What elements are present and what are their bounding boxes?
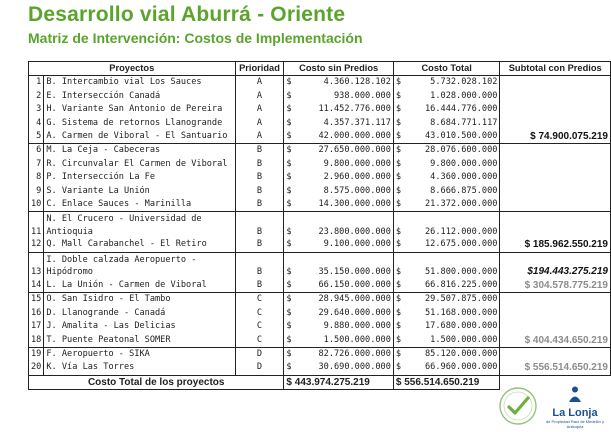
amount: 14.300.000.000 [318,199,391,210]
cost-total [393,238,500,252]
money-value [396,348,498,361]
table-row [29,90,611,103]
money-value [396,307,498,320]
money-value [286,158,390,171]
totals-cost-without-land: $ 443.974.275.219 [284,375,393,389]
cost-total [393,117,500,130]
project-name: K. Vía Las Torres [44,361,235,375]
amount: 9.100.000.000 [323,239,391,250]
cost-total [393,158,500,171]
amount: 66.816.225.000 [425,279,498,290]
amount: 21.372.000.000 [425,199,498,210]
amount: 1.500.000.000 [430,334,498,345]
table-row [29,212,611,239]
table-row [29,76,611,90]
project-name: O. San Isidro - El Tambo [44,293,235,307]
cost-without-land [284,320,393,333]
priority: B [235,252,284,279]
row-number: 16 [29,307,44,320]
amount: 1.028.000.000 [430,90,498,101]
amount: 28.076.600.000 [425,145,498,156]
currency-symbol: $ [286,334,292,345]
row-number: 20 [29,361,44,375]
currency-symbol: $ [286,294,292,305]
amount: 42.000.000.000 [318,131,391,142]
project-name: G. Sistema de retornos Llanogrande [44,117,235,130]
money-value [286,198,390,211]
table-row [29,144,611,158]
row-number: 4 [29,117,44,130]
currency-symbol: $ [286,348,292,359]
row-number: 5 [29,130,44,144]
cost-total [393,361,500,375]
amount: 16.444.776.000 [425,104,498,115]
money-value [396,226,498,239]
currency-symbol: $ [395,226,402,237]
project-name: D. Llanogrande - Canadá [44,307,235,320]
amount: 17.680.000.000 [425,321,498,332]
amount: 29.507.875.000 [425,294,498,305]
money-value [286,348,390,361]
currency-symbol: $ [286,77,292,88]
currency-symbol: $ [395,294,402,305]
priority: D [235,347,284,361]
money-value [396,361,498,374]
amount: 9.880.000.000 [323,321,391,332]
priority: B [235,144,284,158]
money-value [396,334,498,347]
page-subtitle: Matriz de Intervención: Costos de Implementación [28,30,363,46]
cost-without-land [284,361,393,375]
table-row [29,171,611,184]
cost-total [393,185,500,198]
cost-without-land [284,117,393,130]
amount: 4.360.128.102 [323,77,391,88]
priority: A [235,76,284,90]
amount: 12.675.000.000 [425,239,498,250]
money-value [396,76,498,89]
currency-symbol: $ [395,307,402,318]
amount: 26.112.000.000 [425,226,498,237]
subtotal-cell [500,212,611,239]
priority: C [235,307,284,320]
subtotal-cell [500,307,611,320]
money-value [396,238,498,251]
cost-matrix-table [28,61,611,390]
amount: 27.650.000.000 [318,145,391,156]
row-number: 2 [29,90,44,103]
money-value [396,130,498,143]
money-value [396,144,498,157]
subtotal-cell [500,117,611,130]
row-number: 7 [29,158,44,171]
priority: C [235,320,284,333]
currency-symbol: $ [395,185,402,196]
currency-symbol: $ [395,158,402,169]
currency-symbol: $ [286,117,292,128]
money-value [286,144,390,157]
cost-total [393,144,500,158]
page-title: Desarrollo vial Aburrá - Oriente [28,3,346,26]
currency-symbol: $ [395,279,402,290]
row-number: 9 [29,185,44,198]
priority: B [235,238,284,252]
amount: 1.500.000.000 [323,334,391,345]
currency-symbol: $ [395,172,402,183]
table-row [29,252,611,279]
money-value [286,76,390,89]
priority: A [235,130,284,144]
brand-tagline: de Propiedad Raíz de Medellín y Antioquia [545,419,605,429]
table-row [29,320,611,333]
money-value [286,171,390,184]
amount: 43.010.500.000 [425,131,498,142]
priority: C [235,334,284,348]
project-name: S. Variante La Unión [44,185,235,198]
cost-without-land [284,76,393,90]
col-header-costo-total: Costo Total [393,62,500,76]
table-row [29,293,611,307]
money-value [286,185,390,198]
cost-total [393,252,500,279]
money-value [396,117,498,130]
row-number: 18 [29,334,44,348]
money-value [286,90,390,103]
currency-symbol: $ [286,104,292,115]
currency-symbol: $ [395,131,402,142]
subtotal-cell [500,90,611,103]
amount: 51.168.000.000 [425,307,498,318]
subtotal-cell [500,144,611,158]
currency-symbol: $ [395,362,402,373]
priority: B [235,158,284,171]
project-name: T. Puente Peatonal SOMER [44,334,235,348]
currency-symbol: $ [286,90,292,101]
row-number: 1 [29,76,44,90]
project-name: N. El Crucero - Universidad de Antioquia [44,212,235,239]
row-number: 15 [29,293,44,307]
table-row [29,198,611,212]
cost-without-land [284,307,393,320]
priority: A [235,90,284,103]
currency-symbol: $ [395,334,402,345]
currency-symbol: $ [395,90,402,101]
amount: 23.800.000.000 [318,226,391,237]
currency-symbol: $ [286,307,292,318]
subtotal-cell [500,293,611,307]
amount: 66.960.000.000 [425,362,498,373]
subtotal-cell [500,171,611,184]
table-row [29,238,611,252]
currency-symbol: $ [286,321,292,332]
money-value [286,307,390,320]
row-number: 13 [29,252,44,279]
amount: 51.800.000.000 [425,267,498,278]
money-value [286,226,390,239]
money-value [286,361,390,374]
money-value [286,266,390,279]
priority: B [235,198,284,212]
cost-without-land [284,130,393,144]
money-value [286,117,390,130]
cost-total [393,90,500,103]
cost-total [393,103,500,116]
amount: 8.684.771.117 [430,117,498,128]
currency-symbol: $ [286,145,292,156]
subtotal-cell: $194.443.275.219 [500,252,611,279]
table-row [29,158,611,171]
subtotal-cell [500,103,611,116]
currency-symbol: $ [286,172,292,183]
amount: 82.726.000.000 [318,348,391,359]
currency-symbol: $ [286,239,292,250]
project-name: F. Aeropuerto - SIKA [44,347,235,361]
money-value [396,171,498,184]
amount: 8.666.875.000 [430,185,498,196]
cost-total [393,171,500,184]
cost-without-land [284,347,393,361]
subtotal-cell [500,76,611,90]
project-name: Q. Mall Carabanchel - El Retiro [44,238,235,252]
money-value [396,103,498,116]
priority: B [235,171,284,184]
totals-cost-total: $ 556.514.650.219 [393,375,500,389]
subtotal-cell [500,185,611,198]
money-value [286,103,390,116]
currency-symbol: $ [395,239,402,250]
currency-symbol: $ [395,117,402,128]
subtotal-cell: $ 556.514.650.219 [500,361,611,375]
table-row [29,185,611,198]
cost-total [393,293,500,307]
brand-name: La Lonja [552,407,598,419]
money-value [286,293,390,306]
currency-symbol: $ [286,279,292,290]
project-name: P. Intersección La Fe [44,171,235,184]
cost-without-land [284,144,393,158]
priority: A [235,103,284,116]
project-name: J. Amalita - Las Delicias [44,320,235,333]
row-number: 12 [29,238,44,252]
cost-total [393,307,500,320]
project-name: A. Carmen de Viboral - El Santuario [44,130,235,144]
table-row [29,130,611,144]
currency-symbol: $ [395,199,402,210]
cost-total [393,279,500,293]
money-value [396,279,498,292]
money-value [286,320,390,333]
subtotal-cell: $ 304.578.775.219 [500,279,611,293]
subtotal-cell [500,198,611,212]
cost-without-land [284,212,393,239]
currency-symbol: $ [286,131,292,142]
col-header-proyectos: Proyectos [29,62,236,76]
cost-without-land [284,238,393,252]
seal-icon [498,386,538,426]
cost-total [393,212,500,239]
cost-without-land [284,90,393,103]
cost-total [393,130,500,144]
subtotal-cell [500,320,611,333]
row-number: 19 [29,347,44,361]
row-number: 11 [29,212,44,239]
row-number: 3 [29,103,44,116]
project-name: L. La Unión - Carmen de Viboral [44,279,235,293]
cost-without-land [284,293,393,307]
amount: 85.120.000.000 [425,348,498,359]
currency-symbol: $ [286,267,292,278]
row-number: 6 [29,144,44,158]
cost-without-land [284,279,393,293]
currency-symbol: $ [395,77,402,88]
table-row [29,279,611,293]
table-row [29,103,611,116]
currency-symbol: $ [395,104,402,115]
priority: C [235,293,284,307]
cost-without-land [284,158,393,171]
project-name: B. Intercambio vial Los Sauces [44,76,235,90]
row-number: 8 [29,171,44,184]
row-number: 17 [29,320,44,333]
cost-without-land [284,185,393,198]
amount: 5.732.028.102 [430,77,498,88]
currency-symbol: $ [395,321,402,332]
money-value [396,266,498,279]
col-header-subtotal: Subtotal con Predios [500,62,611,76]
cost-total [393,334,500,348]
money-value [286,279,390,292]
amount: 35.150.000.000 [318,267,391,278]
amount: 29.640.000.000 [318,307,391,318]
project-name: I. Doble calzada Aeropuerto - Hipódromo [44,252,235,279]
money-value [396,185,498,198]
priority: D [235,361,284,375]
table-body [29,76,611,390]
currency-symbol: $ [286,185,292,196]
amount: 9.800.000.000 [430,158,498,169]
subtotal-cell: $ 404.434.650.219 [500,334,611,348]
currency-symbol: $ [395,348,402,359]
amount: 30.690.000.000 [318,362,391,373]
subtotal-cell [500,158,611,171]
amount: 28.945.000.000 [318,294,391,305]
cost-total [393,198,500,212]
money-value [396,198,498,211]
project-name: R. Circunvalar El Carmen de Viboral [44,158,235,171]
priority: A [235,117,284,130]
currency-symbol: $ [395,267,402,278]
col-header-prioridad: Prioridad [235,62,284,76]
person-icon [566,386,584,402]
cost-without-land [284,198,393,212]
amount: 938.000.000 [333,90,391,101]
currency-symbol: $ [395,145,402,156]
la-lonja-logo [545,386,605,428]
totals-label: Costo Total de los proyectos [29,375,284,389]
currency-symbol: $ [286,362,292,373]
money-value [396,320,498,333]
cost-total [393,347,500,361]
table-row [29,117,611,130]
money-value [286,130,390,143]
cost-without-land [284,252,393,279]
amount: 11.452.776.000 [318,104,391,115]
amount: 9.800.000.000 [323,158,391,169]
row-number: 14 [29,279,44,293]
money-value [396,90,498,103]
currency-symbol: $ [286,199,292,210]
money-value [396,158,498,171]
priority: B [235,185,284,198]
money-value [286,334,390,347]
col-header-costo-sin-predios: Costo sin Predios [284,62,393,76]
project-name: M. La Ceja - Cabeceras [44,144,235,158]
cost-total [393,76,500,90]
subtotal-cell: $ 185.962.550.219 [500,238,611,252]
project-name: H. Variante San Antonio de Pereira [44,103,235,116]
amount: 4.357.371.117 [323,117,391,128]
table-row [29,361,611,375]
cost-without-land [284,103,393,116]
subtotal-cell: $ 74.900.075.219 [500,130,611,144]
table-row [29,334,611,348]
cost-total [393,320,500,333]
project-name: E. Intersección Canadá [44,90,235,103]
subtotal-cell [500,347,611,361]
priority: B [235,212,284,239]
amount: 8.575.000.000 [323,185,391,196]
priority: B [235,279,284,293]
row-number: 10 [29,198,44,212]
project-name: C. Enlace Sauces - Marinilla [44,198,235,212]
table-row [29,347,611,361]
table-row [29,307,611,320]
money-value [396,293,498,306]
seal-logo [498,386,538,426]
amount: 2.960.000.000 [323,172,391,183]
money-value [286,238,390,251]
amount: 4.360.000.000 [430,172,498,183]
currency-symbol: $ [286,158,292,169]
amount: 66.150.000.000 [318,279,391,290]
cost-without-land [284,171,393,184]
cost-without-land [284,334,393,348]
currency-symbol: $ [286,226,292,237]
